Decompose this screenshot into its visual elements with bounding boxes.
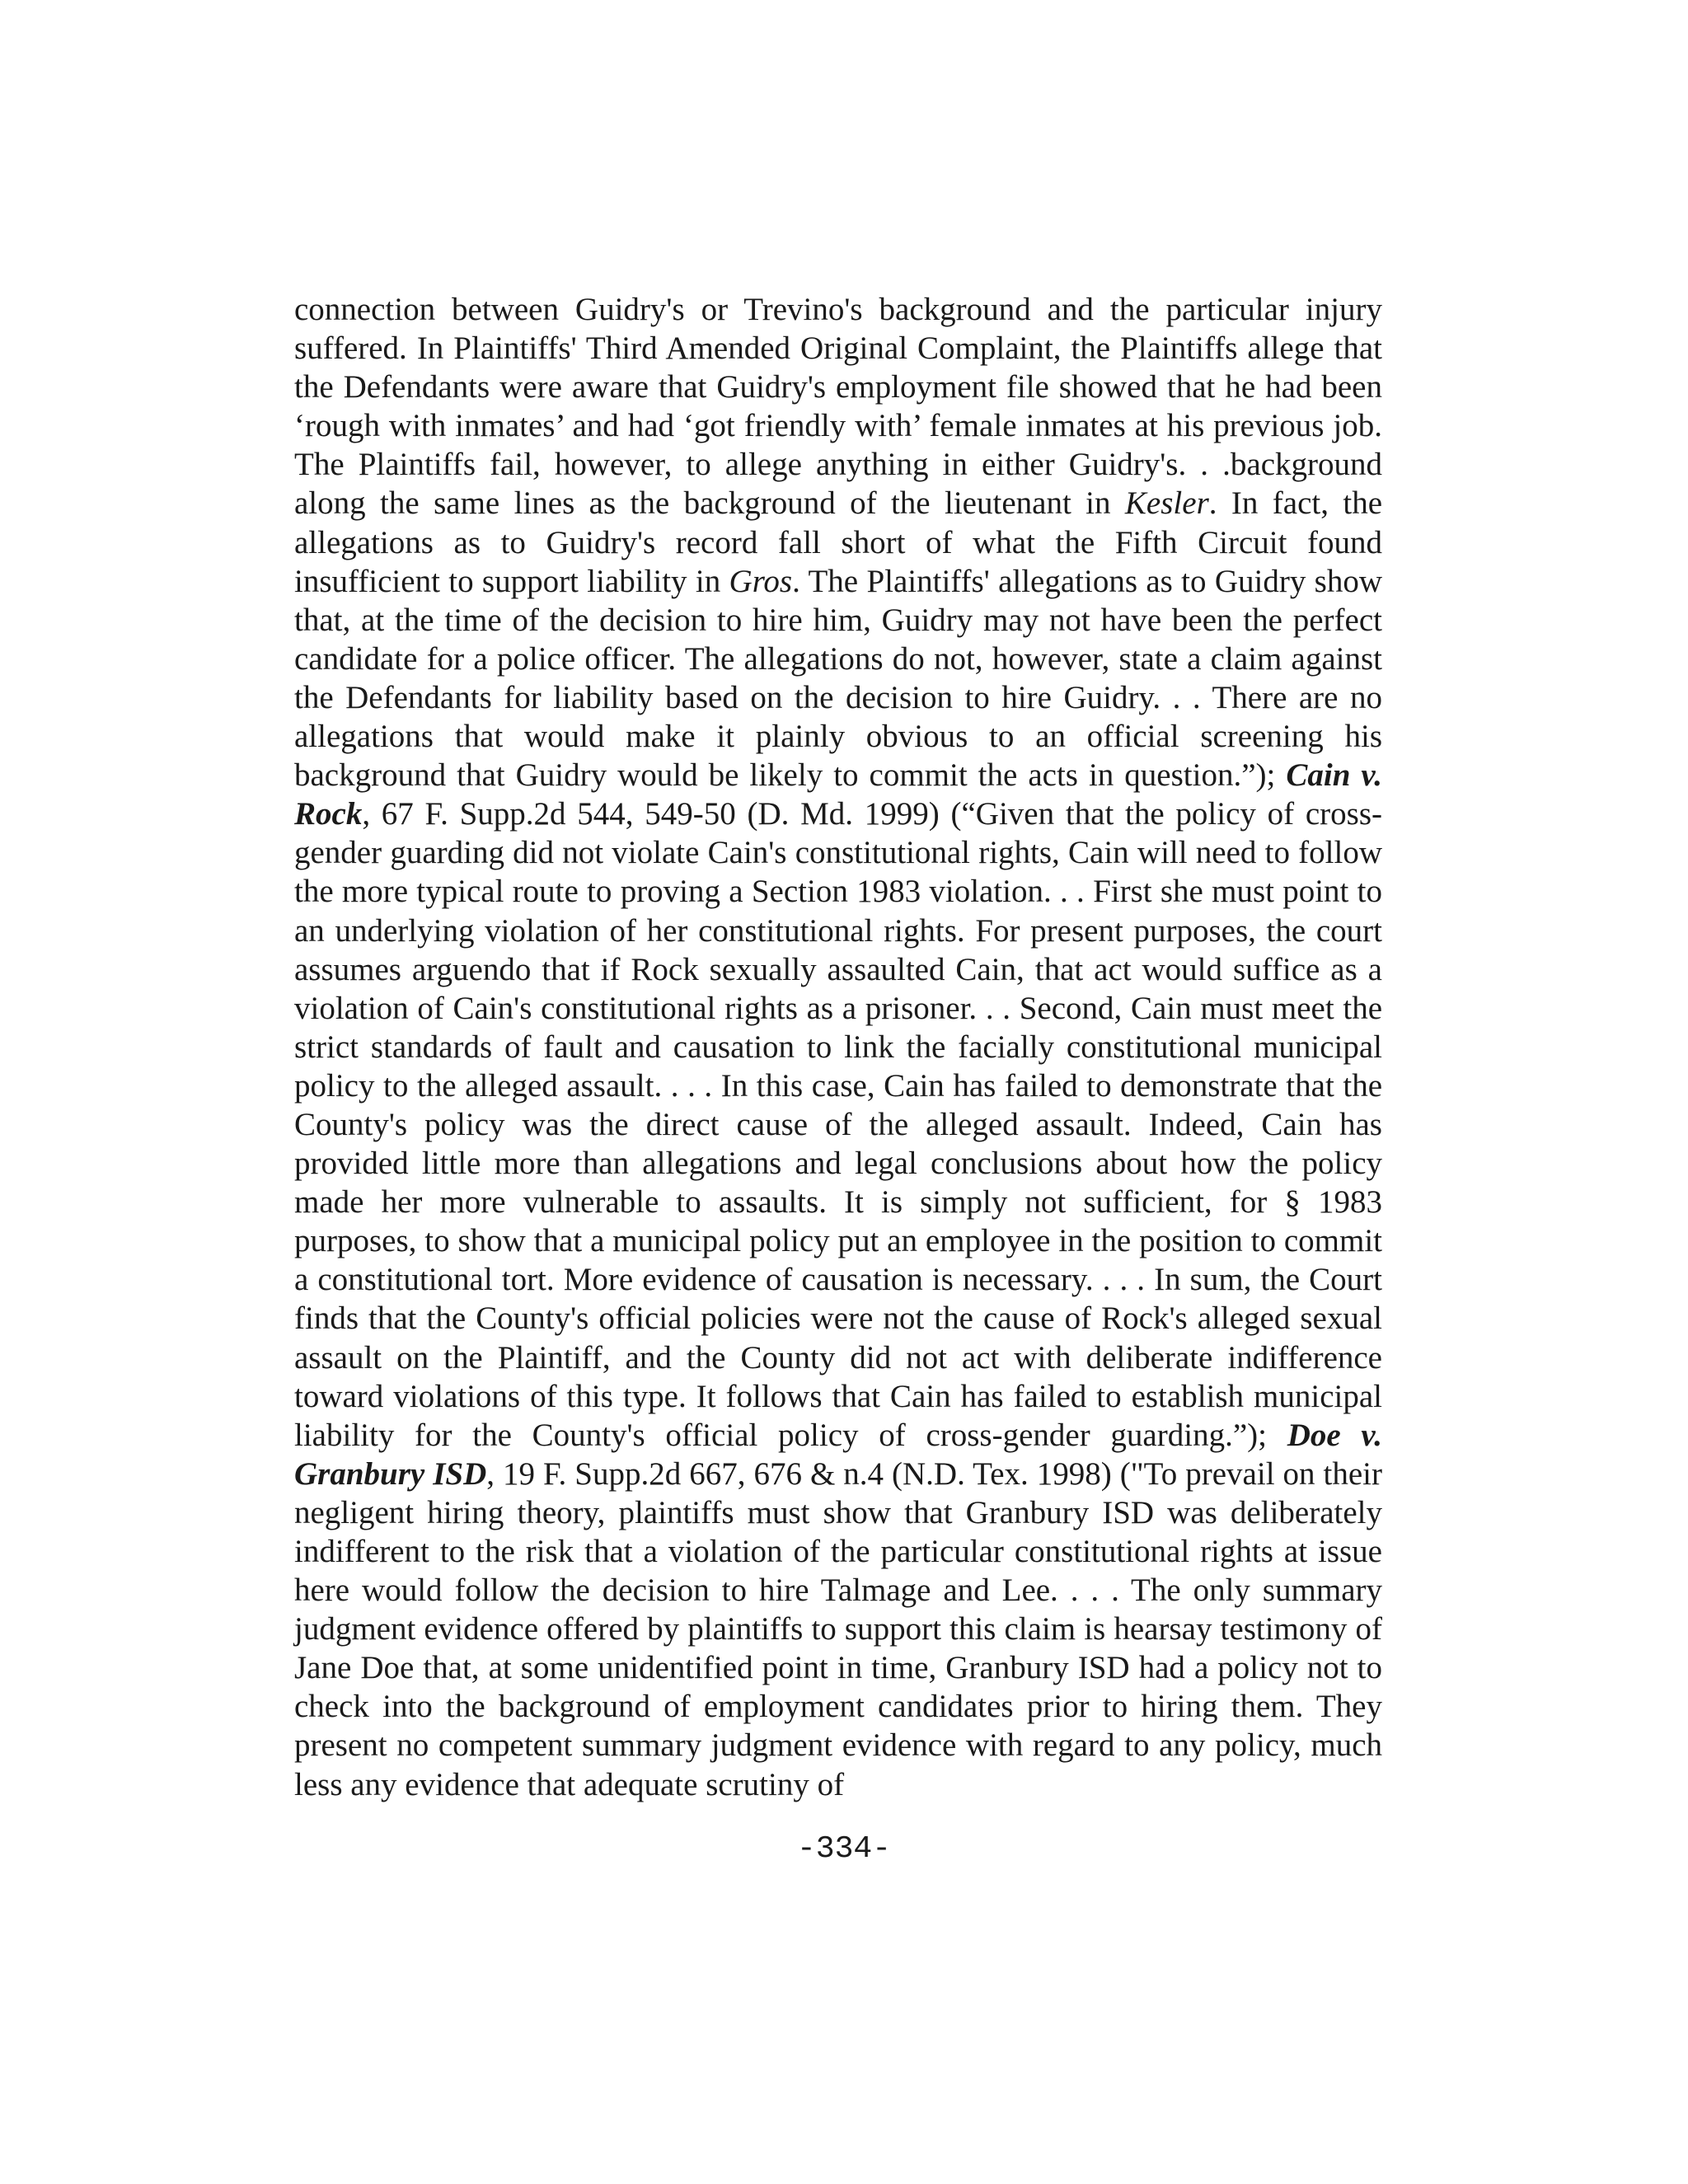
case-name-kesler: Kesler bbox=[1124, 485, 1209, 522]
body-paragraph bbox=[294, 290, 1382, 1804]
text-run: . The Plaintiffs' allegations as to Guidry show that, at the time of the decision to hire him, Guidry may not have been the perfect candidate for a police officer. The allegations do not, however, state a claim against the Defendants for liability based on the decision to hire Guidry. . . There are no allegations that would make it plainly obvious to an official screening his background that Guidry would be likely to commit the acts in question.”); bbox=[294, 563, 1382, 794]
text-run: , 67 F. Supp.2d 544, 549-50 (D. Md. 1999) (“Given that the policy of cross-gender guarding did not violate Cain's constitutional rights, Cain will need to follow the more typical route to proving a Section 1983 violation. . . First she must point to an underlying violation of her constitutional rights. For present purposes, the court assumes arguendo that if Rock sexually assaulted Cain, that act would suffice as a violation of Cain's constitutional rights as a prisoner. . . Second, Cain must meet the strict standards of fault and causation to link the facially constitutional municipal policy to the alleged assault. . . . In this case, Cain has failed to demonstrate that the County's policy was the direct cause of the alleged assault. Indeed, Cain has provided little more than allegations and legal conclusions about how the policy made her more vulnerable to assaults. It is simply not sufficient, for § 1983 purposes, to show that a municipal policy put an employee in the position to commit a constitutional tort. More evidence of causation is necessary. . . . In sum, the Court finds that the County's official policies were not the cause of Rock's alleged sexual assault on the Plaintiff, and the County did not act with deliberate indifference toward violations of this type. It follows that Cain has failed to establish municipal liability for the County's official policy of cross-gender guarding.”); bbox=[294, 796, 1382, 1453]
page-number: -334- bbox=[796, 1831, 892, 1867]
case-name-gros: Gros bbox=[729, 563, 793, 599]
text-run: , 19 F. Supp.2d 667, 676 & n.4 (N.D. Tex. 1998) ("To prevail on their negligent hiring theory, plaintiffs must show that Granbury ISD was deliberately indifferent to the risk that a violation of the particular constitutional rights at issue here would follow the decision to hire Talmage and Lee. . . . The only summary judgment evidence offered by plaintiffs to support this claim is hearsay testimony of Jane Doe that, at some unidentified point in time, Granbury ISD had a policy not to check into the background of employment candidates prior to hiring them. They present no competent summary judgment evidence with regard to any policy, much less any evidence that adequate scrutiny of bbox=[294, 1455, 1382, 1802]
text-run: . In fact, the allegations as to Guidry's record fall short of what the Fifth Circuit found insufficient to support liability in bbox=[294, 485, 1383, 599]
text-run: connection between Guidry's or Trevino's background and the particular injury suffered. In Plaintiffs' Third Amended Original Complaint, the Plaintiffs allege that the Defendants were aware that Guidry's employment file showed that he had been ‘rough with inmates’ and had ‘got friendly with’ female inmates at his previous job. The Plaintiffs fail, however, to allege anything in either Guidry's. . .background along the same lines as the background of the lieutenant in bbox=[294, 292, 1382, 522]
case-citation-cain-v-rock: Cain v. Rock bbox=[294, 757, 1382, 832]
case-citation-doe-v-granbury: Doe v. Granbury ISD bbox=[294, 1417, 1383, 1492]
